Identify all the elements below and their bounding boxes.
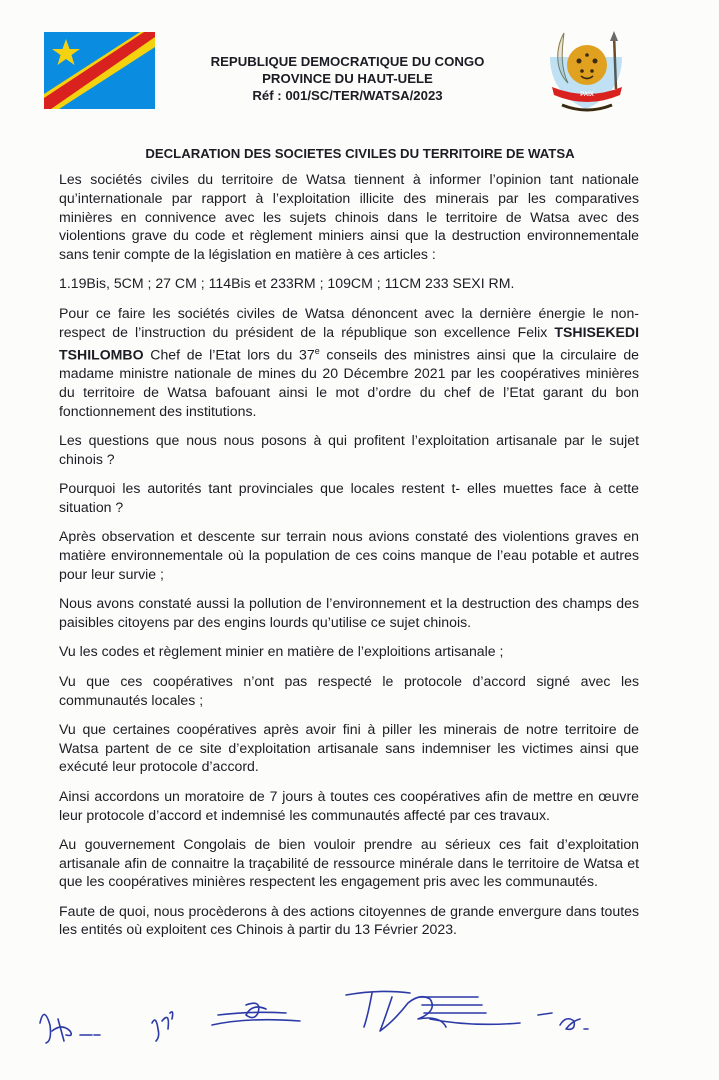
paragraph-denunciation — [59, 304, 639, 420]
signature-1 — [40, 1014, 100, 1043]
document-title: DECLARATION DES SOCIETES CIVILES DU TERRITOIRE DE WATSA — [145, 146, 575, 161]
header-province: PROVINCE DU HAUT-UELE — [262, 71, 433, 86]
paragraph-moratorium: Ainsi accordons un moratoire de 7 jours à toutes ces coopératives afin de mettre en œuvre leur protocole d’accord et indemnisé les communautés affecté par ces travaux. — [59, 787, 639, 823]
paragraph-text: conseils des ministres ainsi que la circulaire de madame ministre nationale de mines du 20 Décembre 2021 par les coopératives minières du territoire de Watsa bafouant ainsi le mot d’ordre du chef de l’Etat garant du bon fonctionnement des institutions. — [59, 346, 639, 419]
paragraph-pillage: Vu que certaines coopératives après avoir fini à piller les minerais de notre territoire de Watsa partent de ce site d’exploitation artisanale sans indemniser les victimes ainsi que exécuté leur protocole d’accord. — [59, 720, 639, 775]
paragraph-question-1: Les questions que nous nous posons à qui profitent l’exploitation artisanale par le sujet chinois ? — [59, 432, 639, 468]
signatures — [0, 975, 719, 1065]
coat-of-arms-icon — [542, 27, 632, 117]
paragraph-observation: Après observation et descente sur terrain nous avions constaté des violentions graves en matière environnementale où la population de ces coins manque de l’eau potable et autres pour leur survie ; — [59, 528, 639, 583]
signature-4 — [346, 991, 520, 1031]
paragraph-text: Pour ce faire les sociétés civiles de Watsa dénoncent avec la dernière énergie le non-respect de l’instruction du président de la république son excellence Felix — [59, 305, 639, 341]
document-header — [150, 53, 545, 104]
paragraph-articles: 1.19Bis, 5CM ; 27 CM ; 114Bis et 233RM ; 109CM ; 11CM 233 SEXI RM. — [59, 275, 515, 292]
header-country: REPUBLIQUE DEMOCRATIQUE DU CONGO — [210, 54, 485, 69]
paragraph-government: Au gouvernement Congolais de bien vouloir prendre au sérieux ces fait d’exploitation artisanale afin de connaitre la traçabilité de ressource minérale dans le territoire de Watsa et que les coopératives minières respectent les engagement pris avec les communautés. — [59, 835, 639, 890]
header-reference: Réf : 001/SC/TER/WATSA/2023 — [252, 88, 443, 103]
emblem-motto: PAIX — [580, 92, 594, 98]
paragraph-text: Chef de l’Etat lors du 37 — [143, 346, 315, 363]
paragraph-pollution: Nous avons constaté aussi la pollution de l’environnement et la destruction des champs des paisibles citoyens par des engins lourds qu’utilise ce sujet chinois. — [59, 595, 639, 631]
drc-flag-icon — [44, 32, 155, 109]
president-name: TSHISEKEDI TSHILOMBO — [59, 324, 639, 363]
paragraph-intro: Les sociétés civiles du territoire de Watsa tiennent à informer l’opinion tant nationale qu’internationale par rapport à l’exploitation illicite des minerais par les comparatives minières en connivence avec les sujets chinois dans le territoire de Watsa avec des violentions grave du code et règlement miniers ainsi que la destruction environnementale sans tenir compte de la législation en matière à ces articles : — [59, 171, 639, 263]
paragraph-question-2: Pourquoi les autorités tant provinciales que locales restent t- elles muettes face à cette situation ? — [59, 480, 639, 516]
signature-2 — [152, 1012, 173, 1041]
ordinal-suffix: e — [314, 345, 320, 356]
paragraph-conclusion: Faute de quoi, nous procèderons à des actions citoyennes de grande envergure dans toutes les entités où exploitent ces Chinois à partir du 13 Février 2023. — [59, 902, 639, 938]
signature-3 — [212, 1003, 300, 1025]
signature-5 — [538, 1013, 588, 1029]
paragraph-protocol: Vu que ces coopératives n’ont pas respecté le protocole d’accord signé avec les communautés locales ; — [59, 672, 639, 708]
document-body — [59, 170, 639, 950]
paragraph-codes: Vu les codes et règlement minier en matière de l’exploitions artisanale ; — [59, 643, 504, 660]
